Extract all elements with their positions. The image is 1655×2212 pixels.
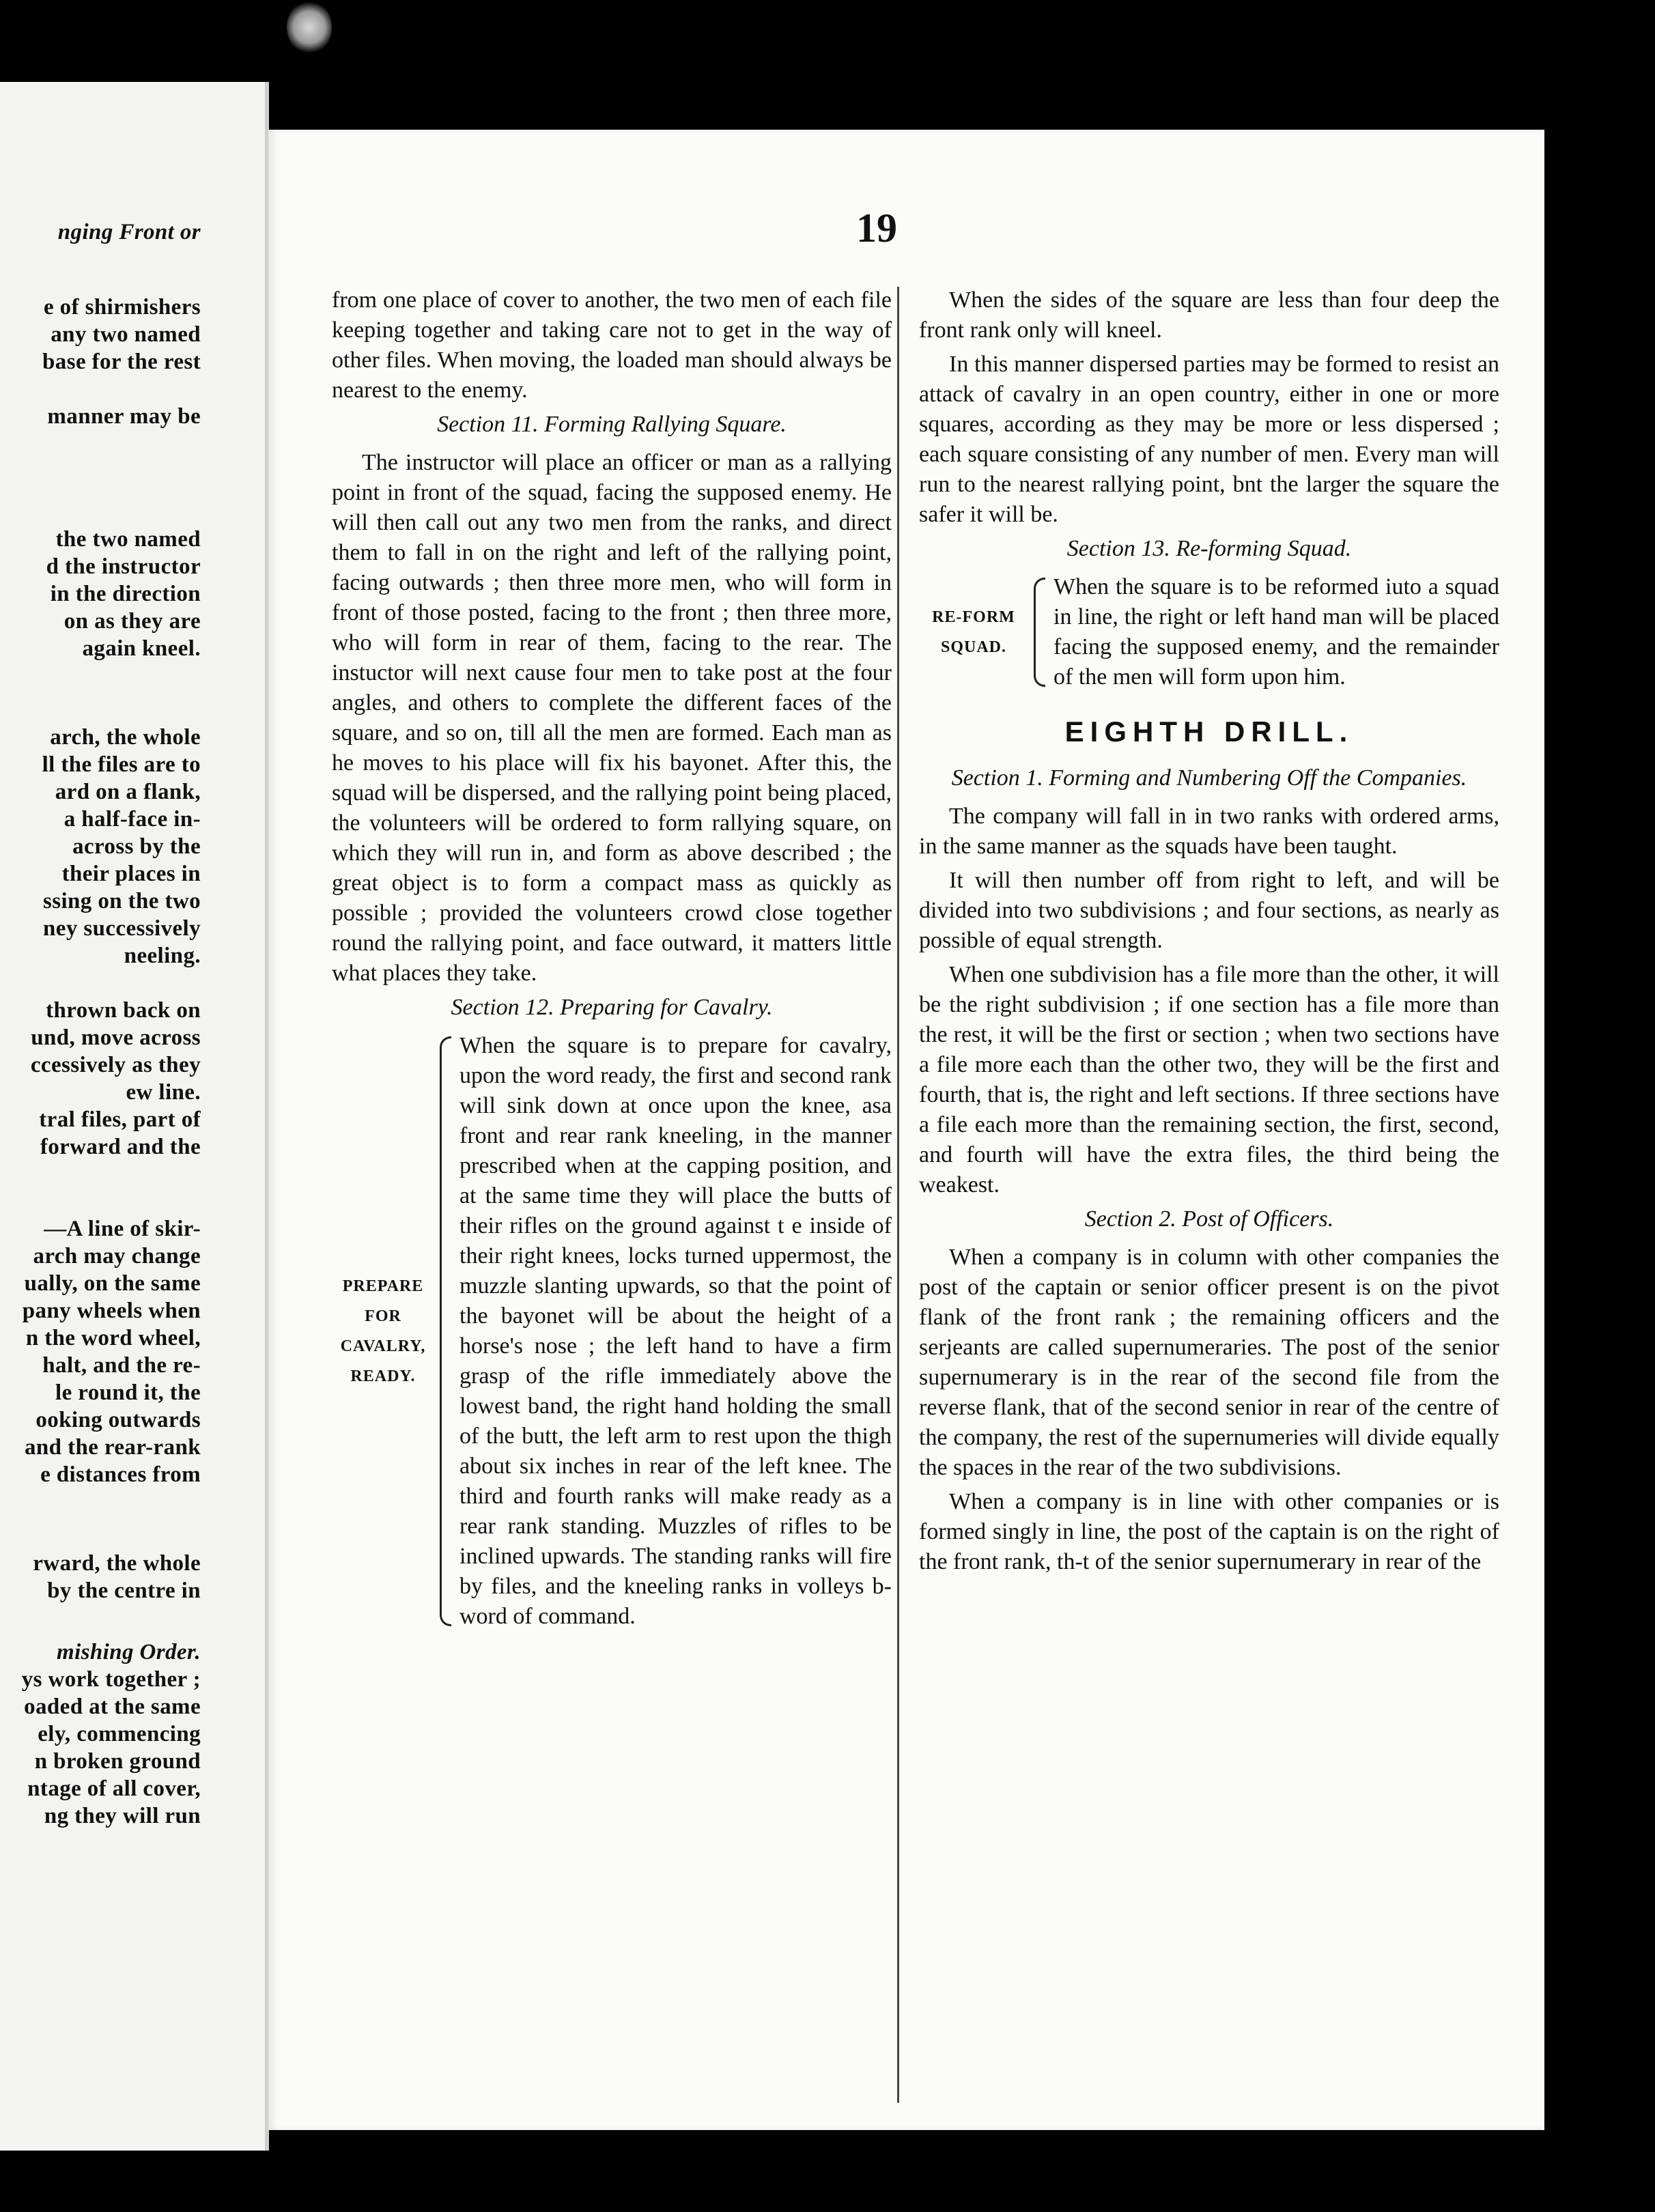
left-page-line: halt, and the re- [42, 1353, 201, 1378]
paragraph: In this manner dispersed parties may be formed to resist an attack of cavalry in an open country, either in one or more squares, according as they may be more or less dispersed ; each square consisting of any number of men. Every man will run to the nearest rallying point, bnt the larger the square the safer it will be. [919, 352, 1499, 527]
left-page-line: in the direction [50, 582, 201, 606]
paragraph: When the square is to be reformed iuto a squad in line, the right or left hand man will be placed facing the supposed enemy, and the remainder of the men will form upon him. [1053, 574, 1499, 690]
left-page-line: ssing on the two [42, 889, 201, 913]
left-page-line: oaded at the same [24, 1695, 201, 1719]
margin-note-block [919, 572, 1499, 692]
paragraph: When a company is in line with other companies or is formed singly in line, the post of the captain is on the right of the front rank, th-t of the senior supernumerary in rear of the [919, 1489, 1499, 1574]
section-11-heading: Section 11. Forming Rallying Square. [437, 412, 787, 437]
brace [440, 1036, 451, 1626]
left-page-line: forward and the [40, 1135, 201, 1159]
left-page-line: ll the files are to [42, 752, 201, 777]
left-page-line: ney successively [43, 916, 201, 941]
left-page-line: d the instructor [46, 554, 201, 579]
left-page-line: und, move across [31, 1025, 201, 1050]
left-page-line: pany wheels when [22, 1299, 201, 1323]
left-page-line: ys work together ; [21, 1667, 201, 1692]
margin-note-block [332, 1031, 892, 1632]
left-page-line: tral files, part of [39, 1107, 201, 1132]
right-column [919, 285, 1499, 1581]
left-page-line: arch, the whole [50, 725, 201, 750]
section-13-heading: Section 13. Re-forming Squad. [1066, 536, 1352, 561]
left-page-line: any two named [51, 322, 201, 347]
left-page-line: ccessively as they [30, 1053, 201, 1077]
left-page-line: manner may be [47, 404, 201, 429]
left-page-line: rward, the whole [33, 1551, 201, 1576]
page [268, 130, 1544, 2130]
left-page-line: their places in [61, 862, 201, 886]
left-page-line: ually, on the same [24, 1271, 201, 1296]
left-page-line: again kneel. [82, 636, 201, 661]
paragraph: The instructor will place an officer or man as a rallying point in front of the squad, facing the supposed enemy. He will then call out any two men from the ranks, and direct them to fall in on the right and left of the rallying point, facing outwards ; then three more men, who will form in front of those posted, facing to the front ; then three more, who will form in rear of them, facing to the rear. The instuctor will next cause four men to take post at the four angles, and others to complete the different faces of the square, and so on, till all the men are formed. Each man as he moves to his place will fix his bayonet. After this, the squad will be dispersed, and the rallying point being placed, the volunteers will be ordered to form rallying square, on which they will run in, and form as above described ; the great object is to form a compact mass as quickly as possible ; provided the volunteers crowd close together round the rallying point, and face outward, it matters little what places they take. [332, 450, 892, 986]
brace [1034, 578, 1045, 687]
left-column [332, 285, 892, 1639]
left-page-line: e of shirmishers [43, 295, 201, 320]
paragraph: The company will fall in in two ranks with ordered arms, in the same manner as the squads have been taught. [919, 804, 1499, 859]
left-page-line: ng they will run [44, 1804, 201, 1828]
left-page-line: and the rear-rank [25, 1435, 201, 1460]
section-12-heading: Section 12. Preparing for Cavalry. [451, 995, 773, 1020]
left-page-line: ooking outwards [36, 1408, 201, 1432]
left-page-line: on as they are [63, 609, 201, 634]
paragraph: When a company is in column with other companies the post of the captain or senior officer present is on the pivot flank of the front rank ; the remaining officers and the serjeants are called supernumeraries. The post of the senior supernumerary is in the rear of the second file from the reverse flank, that of the second senior in rear of the centre of the company, the rest of the supernumeries will divide equally the spaces in the rear of the two subdivisions. [919, 1245, 1499, 1480]
page-number: 19 [856, 205, 897, 251]
side-label-prepare-for-cavalry: PREPARE FOR CAVALRY, READY. [340, 1277, 426, 1385]
left-page-line: ew line. [126, 1080, 201, 1105]
section-2-heading: Section 2. Post of Officers. [1084, 1206, 1334, 1232]
left-page-line: n the word wheel, [25, 1326, 201, 1350]
column-divider [897, 287, 899, 2103]
left-page-line: e distances from [40, 1462, 201, 1487]
paragraph: from one place of cover to another, the two men of each file keeping together and taking care not to get in the way of other files. When moving, the loaded man should always be nearest to the enemy. [332, 287, 892, 403]
paragraph: When the sides of the square are less than four deep the front rank only will kneel. [919, 287, 1499, 343]
left-page-line: —A line of skir- [44, 1217, 201, 1241]
paragraph: When one subdivision has a file more than the other, it will be the right subdivision ; if one section has a file more than the rest, it will be the first or section ; when two sections have a file more each than the other two, they will be the first and fourth, that is, the right and left sections. If three sections have a file each more than the remaining section, the first, second, and fourth will have the extra files, the third being the weakest. [919, 962, 1499, 1197]
left-page-line: mishing Order. [57, 1640, 201, 1664]
left-page-line: ely, commencing [38, 1722, 201, 1746]
left-page-line: a half-face in- [63, 807, 201, 832]
left-page-line: nging Front or [57, 220, 201, 244]
ink-stain [287, 0, 332, 55]
left-page-line: n broken ground [34, 1749, 201, 1774]
left-page-line: neeling. [124, 944, 201, 968]
left-page-line: thrown back on [46, 998, 201, 1023]
left-page-line: by the centre in [47, 1578, 201, 1603]
side-label-re-form-squad: RE-FORM SQUAD. [932, 608, 1015, 656]
paragraph: It will then number off from right to left, and will be divided into two subdivisions ; and four sections, as nearly as possible of equal strength. [919, 868, 1499, 953]
left-page-line: the two named [55, 527, 201, 552]
left-page-line: ard on a flank, [55, 780, 201, 804]
left-page-line: le round it, the [55, 1380, 201, 1405]
left-page-line: across by the [72, 834, 201, 859]
left-page-line: ntage of all cover, [27, 1776, 201, 1801]
paragraph: When the square is to prepare for cavalry, upon the word ready, the first and second rank will sink down at once upon the knee, asa front and rear rank kneeling, in the manner prescribed when at the capping position, and at the same time they will place the butts of their rifles on the ground against t e inside of their right knees, locks turned uppermost, the muzzle slanting upwards, so that the point of the bayonet will be about the height of a horse's nose ; the left hand to have a firm grasp of the rifle immediately above the lowest band, the right hand holding the small of the butt, the left arm to rest upon the thigh about six inches in rear of the left knee. The third and fourth ranks will make ready as a rear rank standing. Muzzles of rifles to be inclined upwards. The standing ranks will fire by files, and the kneeling ranks in volleys b- word of command. [459, 1033, 892, 1629]
left-page-line: arch may change [33, 1244, 201, 1268]
section-1-heading: Section 1. Forming and Numbering Off the Companies. [951, 765, 1467, 791]
drill-title: EIGHTH DRILL. [1064, 715, 1354, 748]
left-page-fragment [0, 82, 269, 2151]
left-page-line: base for the rest [42, 350, 201, 374]
